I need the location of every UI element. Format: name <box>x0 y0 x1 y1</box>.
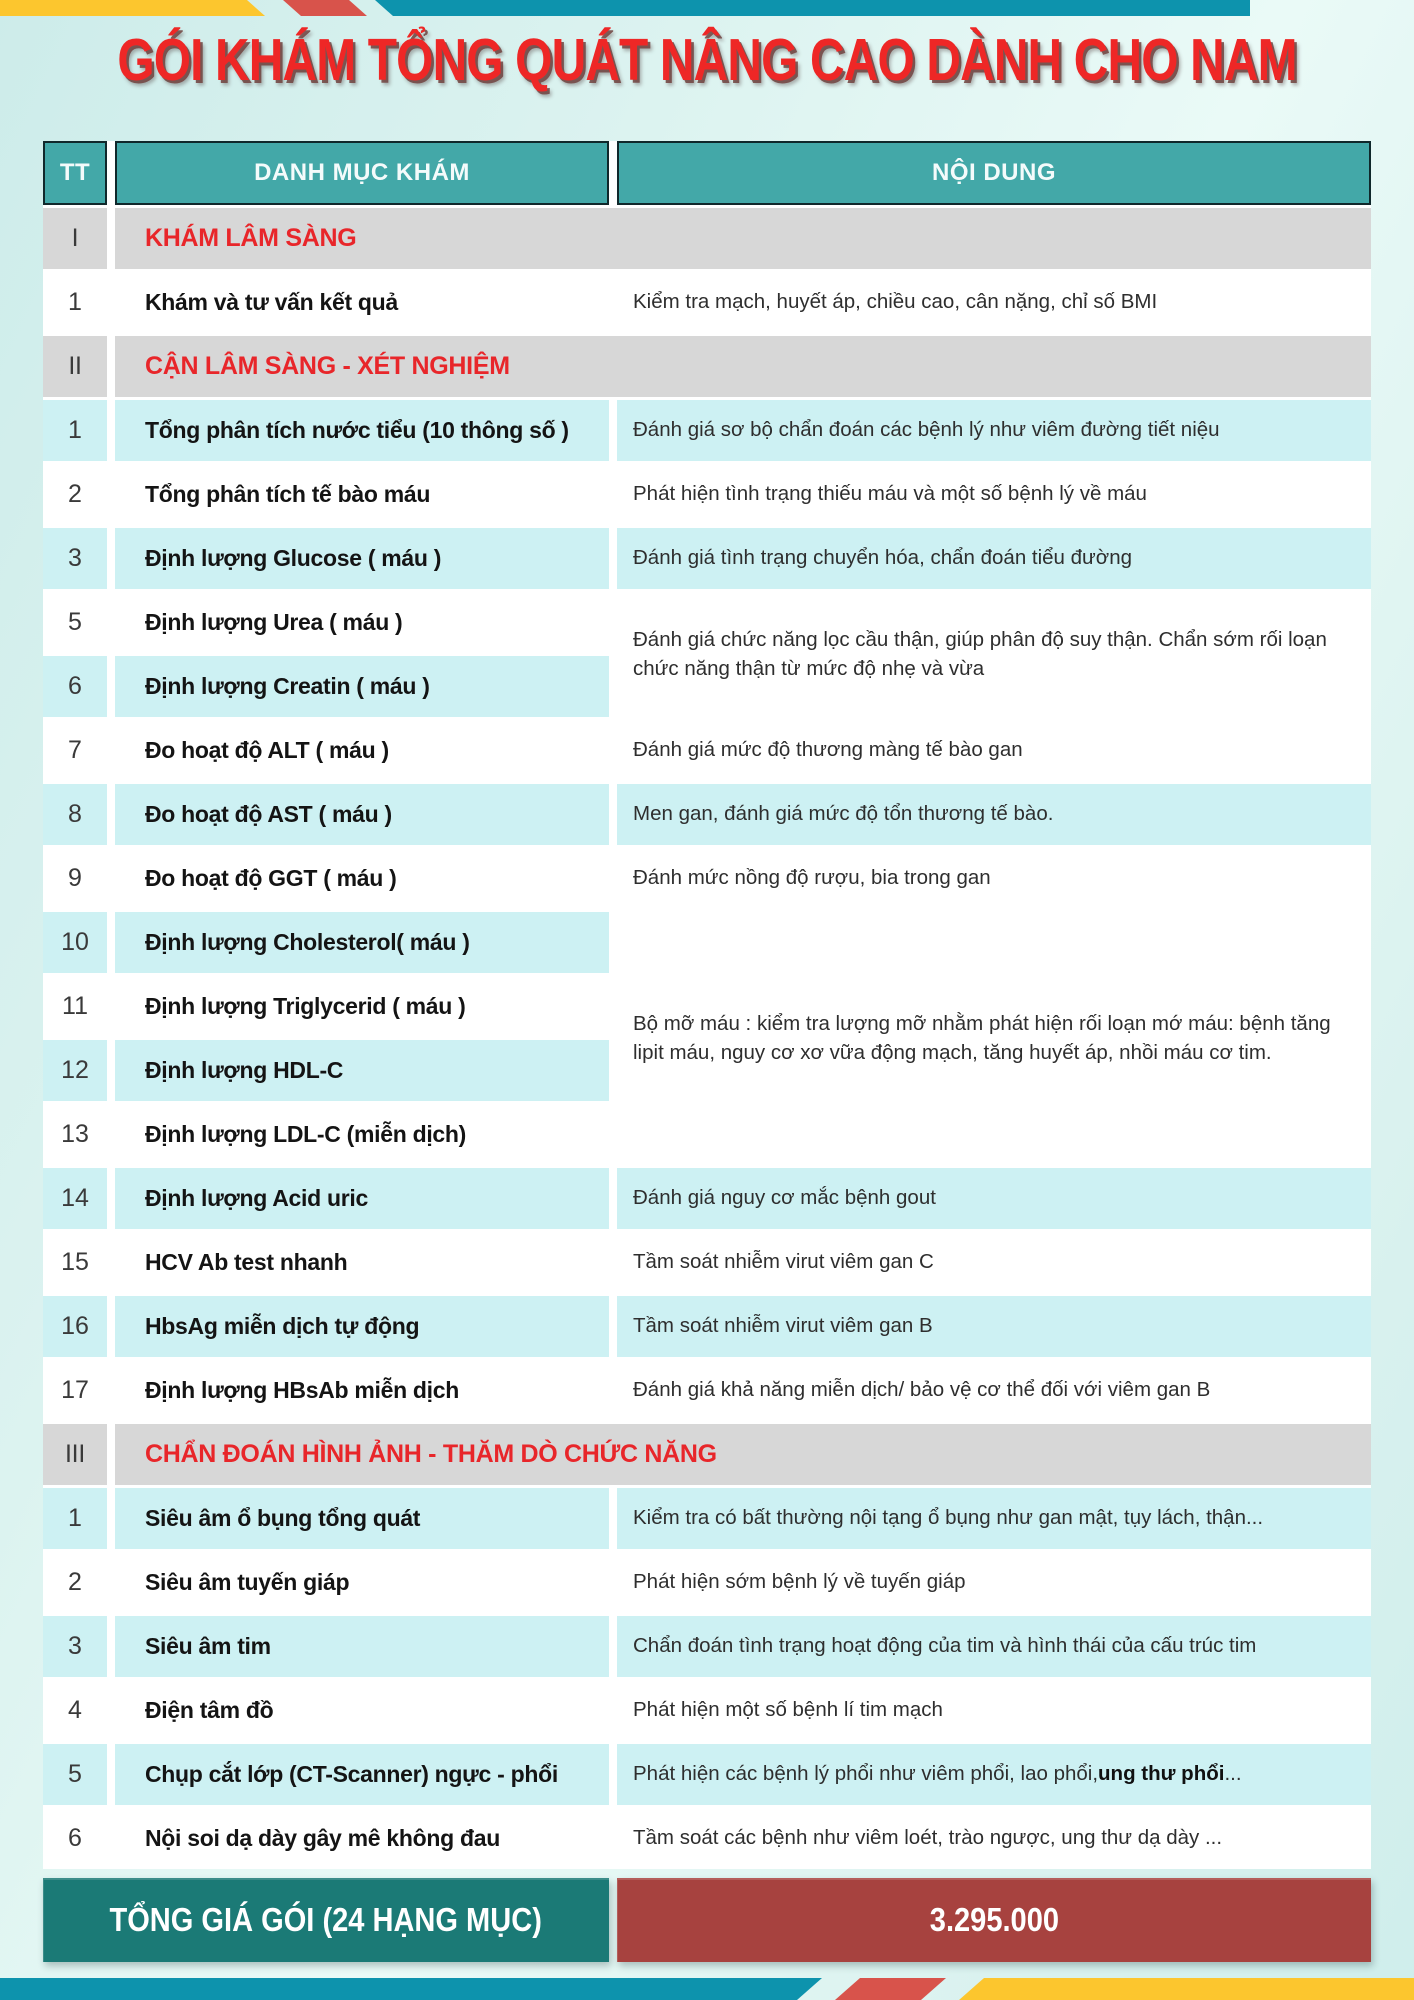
row-number: 2 <box>43 1552 107 1613</box>
row-category: Đo hoạt độ ALT ( máu ) <box>115 720 609 781</box>
row-number: 7 <box>43 720 107 781</box>
row-category: Đo hoạt độ GGT ( máu ) <box>115 848 609 909</box>
row-category: Nội soi dạ dày gây mê không đau <box>115 1808 609 1869</box>
section-title: CẬN LÂM SÀNG - XÉT NGHIỆM <box>115 336 1371 397</box>
row-content-text: Phát hiện các bệnh lý phổi như viêm phổi, lao phổi, <box>633 1762 1099 1786</box>
row-number: 12 <box>43 1040 107 1101</box>
row-number: 3 <box>43 528 107 589</box>
row-content: Đánh giá khả năng miễn dịch/ bảo vệ cơ thể đối với viêm gan B <box>617 1360 1371 1421</box>
row-content: Đánh giá sơ bộ chẩn đoán các bệnh lý như viêm đường tiết niệu <box>617 400 1371 461</box>
row-number: 5 <box>43 1744 107 1805</box>
row-category: Định lượng LDL-C (miễn dịch) <box>115 1104 609 1165</box>
row-number: 2 <box>43 464 107 525</box>
row-category: Định lượng Urea ( máu ) <box>115 592 609 653</box>
page-title: GÓI KHÁM TỔNG QUÁT NÂNG CAO DÀNH CHO NAM <box>117 27 1297 94</box>
row-category: Định lượng Creatin ( máu ) <box>115 656 609 717</box>
col-header-tt: TT <box>43 141 107 205</box>
row-content: Phát hiện một số bệnh lí tim mạch <box>617 1680 1371 1741</box>
row-category: Khám và tư vấn kết quả <box>115 272 609 333</box>
row-content-merged: Bộ mỡ máu : kiểm tra lượng mỡ nhằm phát hiện rối loạn mớ máu: bệnh tăng lipit máu, nguy cơ xơ vữa động mạch, tăng huyết áp, nhồi máu cơ tim. <box>617 912 1371 1165</box>
row-category: Siêu âm tim <box>115 1616 609 1677</box>
row-content <box>617 1744 1371 1805</box>
total-price-text: 3.295.000 <box>929 1901 1059 1938</box>
section-number: I <box>43 208 107 269</box>
row-number: 15 <box>43 1232 107 1293</box>
row-category: Định lượng Triglycerid ( máu ) <box>115 976 609 1037</box>
row-number: 13 <box>43 1104 107 1165</box>
row-category: Định lượng HBsAb miễn dịch <box>115 1360 609 1421</box>
row-category: Tổng phân tích nước tiểu (10 thông số ) <box>115 400 609 461</box>
row-number: 1 <box>43 400 107 461</box>
row-category: Điện tâm đồ <box>115 1680 609 1741</box>
row-content: Phát hiện sớm bệnh lý về tuyến giáp <box>617 1552 1371 1613</box>
row-number: 16 <box>43 1296 107 1357</box>
row-category: Siêu âm tuyến giáp <box>115 1552 609 1613</box>
row-category: Tổng phân tích tế bào máu <box>115 464 609 525</box>
row-category: HCV Ab test nhanh <box>115 1232 609 1293</box>
row-content-bold-text: ung thư phổi <box>1098 1762 1225 1786</box>
section-title: KHÁM LÂM SÀNG <box>115 208 1371 269</box>
row-category: Định lượng HDL-C <box>115 1040 609 1101</box>
row-content: Chẩn đoán tình trạng hoạt động của tim và hình thái của cấu trúc tim <box>617 1616 1371 1677</box>
row-category: Đo hoạt độ AST ( máu ) <box>115 784 609 845</box>
row-content-merged: Đánh giá chức năng lọc cầu thận, giúp phân độ suy thận. Chẩn sớm rối loạn chức năng thận từ mức độ nhẹ và vừa <box>617 592 1371 717</box>
row-category: HbsAg miễn dịch tự động <box>115 1296 609 1357</box>
row-content: Phát hiện tình trạng thiếu máu và một số bệnh lý về máu <box>617 464 1371 525</box>
row-category: Định lượng Acid uric <box>115 1168 609 1229</box>
total-price <box>617 1878 1371 1962</box>
row-content: Đánh giá mức độ thương màng tế bào gan <box>617 720 1371 781</box>
row-content: Đánh mức nồng độ rượu, bia trong gan <box>617 848 1371 909</box>
row-number: 3 <box>43 1616 107 1677</box>
section-number: III <box>43 1424 107 1485</box>
package-table <box>43 141 1371 1869</box>
row-content: Men gan, đánh giá mức độ tổn thương tế bào. <box>617 784 1371 845</box>
row-number: 14 <box>43 1168 107 1229</box>
row-content: Tầm soát nhiễm virut viêm gan C <box>617 1232 1371 1293</box>
row-category: Định lượng Cholesterol( máu ) <box>115 912 609 973</box>
row-number: 5 <box>43 592 107 653</box>
row-content: Kiểm tra mạch, huyết áp, chiều cao, cân nặng, chỉ số BMI <box>617 272 1371 333</box>
row-number: 17 <box>43 1360 107 1421</box>
col-header-content: NỘI DUNG <box>617 141 1371 205</box>
row-content-text: ... <box>1224 1762 1242 1786</box>
row-content: Tầm soát nhiễm virut viêm gan B <box>617 1296 1371 1357</box>
total-label-text: TỔNG GIÁ GÓI (24 HẠNG MỤC) <box>109 1901 543 1938</box>
col-header-category: DANH MỤC KHÁM <box>115 141 609 205</box>
row-number: 10 <box>43 912 107 973</box>
bottom-decoration-band <box>0 1978 1414 2000</box>
top-decoration-band <box>0 0 1414 16</box>
row-content: Đánh giá nguy cơ mắc bệnh gout <box>617 1168 1371 1229</box>
row-number: 9 <box>43 848 107 909</box>
row-number: 8 <box>43 784 107 845</box>
row-number: 1 <box>43 1488 107 1549</box>
row-number: 6 <box>43 1808 107 1869</box>
row-number: 4 <box>43 1680 107 1741</box>
row-content: Tầm soát các bệnh như viêm loét, trào ngược, ung thư dạ dày ... <box>617 1808 1371 1869</box>
row-content: Kiểm tra có bất thường nội tạng ổ bụng như gan mật, tụy lách, thận... <box>617 1488 1371 1549</box>
row-category: Siêu âm ổ bụng tổng quát <box>115 1488 609 1549</box>
title-area <box>0 26 1414 92</box>
row-content: Đánh giá tình trạng chuyển hóa, chẩn đoán tiểu đường <box>617 528 1371 589</box>
section-title: CHẨN ĐOÁN HÌNH ẢNH - THĂM DÒ CHỨC NĂNG <box>115 1424 1371 1485</box>
section-number: II <box>43 336 107 397</box>
row-category: Định lượng Glucose ( máu ) <box>115 528 609 589</box>
row-category: Chụp cắt lớp (CT-Scanner) ngực - phổi <box>115 1744 609 1805</box>
row-number: 6 <box>43 656 107 717</box>
total-label <box>43 1878 609 1962</box>
row-number: 11 <box>43 976 107 1037</box>
row-number: 1 <box>43 272 107 333</box>
total-row <box>43 1878 1371 1962</box>
